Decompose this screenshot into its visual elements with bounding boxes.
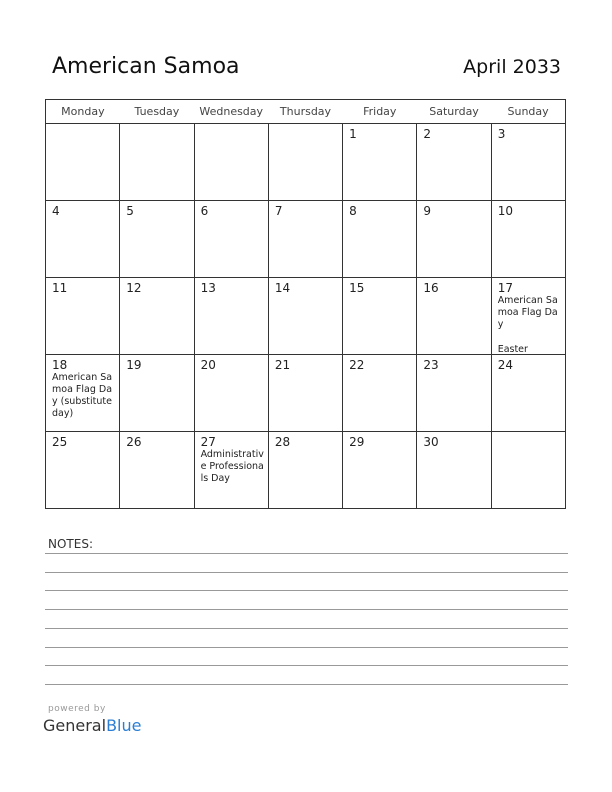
day-number: 15 [349,281,365,295]
day-cell [46,201,120,278]
day-cell [343,278,417,355]
weekday-header: Sunday [491,100,565,124]
week-row [46,201,566,278]
day-cell [120,124,194,201]
holiday-label: Administrative Professionals Day [200,449,264,484]
day-cell [194,124,268,201]
holiday-label: American Samoa Flag Day [497,295,558,330]
day-cell [491,201,565,278]
day-number: 23 [423,358,439,372]
day-cell [268,201,342,278]
day-number: 5 [126,204,134,218]
day-cell [417,278,491,355]
day-number: 27 [200,435,216,449]
weekday-header: Thursday [268,100,342,124]
day-number: 20 [200,358,216,372]
day-number: 19 [126,358,142,372]
day-cell [46,432,120,509]
day-number: 22 [349,358,365,372]
powered-by-text: powered by [48,704,106,714]
note-line [45,647,568,648]
day-cell [120,355,194,432]
day-number: 6 [200,204,209,218]
day-number: 11 [52,281,68,295]
day-cell [491,355,565,432]
day-number: 16 [423,281,439,295]
day-number: 12 [126,281,142,295]
day-number: 30 [423,435,439,449]
brand-blue: Blue [106,716,142,735]
day-cell [268,278,342,355]
day-cell [417,201,491,278]
day-cell [194,278,268,355]
week-row [46,124,566,201]
day-number: 2 [423,127,432,141]
holiday-label: American Samoa Flag Day (substitute day) [52,372,113,419]
weekday-header: Tuesday [120,100,194,124]
day-number: 8 [349,204,357,218]
note-line [45,684,568,685]
day-cell [343,355,417,432]
note-line [45,609,568,610]
day-cell [194,201,268,278]
day-number: 3 [497,127,506,141]
day-cell [194,355,268,432]
day-number: 17 [497,281,513,295]
day-number: 1 [349,127,357,141]
day-number: 4 [52,204,60,218]
notes-label: NOTES: [48,537,93,551]
day-cell [417,124,491,201]
weekday-header: Monday [46,100,120,124]
note-line [45,590,568,591]
day-cell [194,432,268,509]
day-number: 7 [274,204,283,218]
day-number: 10 [497,204,513,218]
weekday-header: Saturday [417,100,491,124]
day-cell [46,124,120,201]
day-cell [491,432,565,509]
note-line [45,628,568,629]
calendar-grid [45,99,566,509]
day-cell [417,432,491,509]
day-cell [343,432,417,509]
day-cell [343,201,417,278]
day-cell [268,432,342,509]
day-number: 21 [274,358,291,372]
note-line [45,665,568,666]
day-number: 13 [200,281,216,295]
weekday-header: Wednesday [194,100,268,124]
calendar-month: April 2033 [463,56,561,78]
day-number: 18 [52,358,68,372]
day-cell [46,355,120,432]
day-cell [417,355,491,432]
day-number: 29 [349,435,365,449]
day-number: 28 [274,435,291,449]
brand-general: General [43,716,107,735]
day-cell [268,355,342,432]
day-cell [268,124,342,201]
day-cell [491,124,565,201]
brand-logo [43,716,141,735]
note-line [45,553,568,554]
week-row [46,278,566,355]
day-cell [46,278,120,355]
day-number: 9 [423,204,432,218]
calendar-title: American Samoa [52,54,240,79]
holiday-label: Easter [497,344,528,355]
day-cell [120,278,194,355]
week-row [46,432,566,509]
day-cell [491,278,565,355]
day-number: 14 [274,281,291,295]
day-number: 25 [52,435,68,449]
day-cell [120,201,194,278]
note-line [45,572,568,573]
weekday-header-row [46,100,566,124]
day-number: 24 [497,358,513,372]
day-cell [343,124,417,201]
weekday-header: Friday [343,100,417,124]
day-number: 26 [126,435,142,449]
week-row [46,355,566,432]
day-cell [120,432,194,509]
